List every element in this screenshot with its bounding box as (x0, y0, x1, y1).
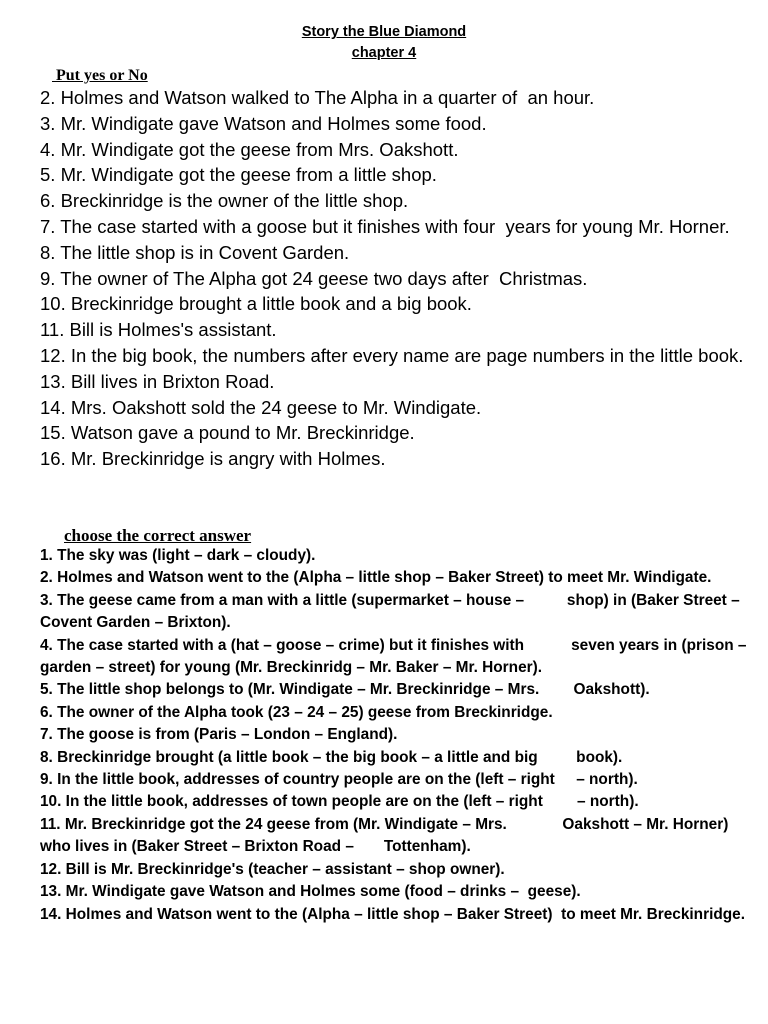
choose-answer-item: 4. The case started with a (hat – goose – crime) but it finishes with seven years in (prison – garden – street) for young (Mr. Breckinridg – Mr. Baker – Mr. Horner). (40, 636, 751, 677)
choose-answer-item: 8. Breckinridge brought (a little book – the big book – a little and big book). (40, 748, 623, 766)
choose-answer-item: 13. Mr. Windigate gave Watson and Holmes some (food – drinks – geese). (40, 883, 581, 901)
yes-no-item: 4. Mr. Windigate got the geese from Mrs. Oakshott. (40, 138, 459, 160)
yes-no-item: 5. Mr. Windigate got the geese from a little shop. (40, 164, 437, 186)
choose-answer-heading: choose the correct answer (64, 526, 252, 545)
choose-answer-item: 10. In the little book, addresses of town people are on the (left – right – north). (40, 793, 639, 811)
yes-no-item: 3. Mr. Windigate gave Watson and Holmes some food. (40, 112, 487, 134)
page-title: Story the Blue Diamond (301, 24, 467, 40)
yes-no-heading: Put yes or No (52, 67, 148, 84)
choose-answer-item: 3. The geese came from a man with a little (supermarket – house – shop) in (Baker Street – Covent Garden – Brixton). (40, 591, 744, 632)
choose-answer-item: 1. The sky was (light – dark – cloudy). (40, 547, 316, 564)
yes-no-item: 14. Mrs. Oakshott sold the 24 geese to Mr. Windigate. (40, 396, 482, 418)
choose-answer-item: 12. Bill is Mr. Breckinridge's (teacher – assistant – shop owner). (40, 860, 505, 878)
yes-no-item: 6. Breckinridge is the owner of the little shop. (40, 190, 409, 212)
yes-no-item: 12. In the big book, the numbers after every name are page numbers in the little book. (40, 344, 744, 366)
choose-answer-item: 5. The little shop belongs to (Mr. Windigate – Mr. Breckinridge – Mrs. Oakshott). (40, 681, 650, 699)
choose-answer-item: 11. Mr. Breckinridge got the 24 geese from (Mr. Windigate – Mrs. Oakshott – Mr. Horner) who lives in (Baker Street – Brixton Road – Tottenham). (40, 815, 733, 856)
yes-no-item: 13. Bill lives in Brixton Road. (40, 370, 275, 392)
yes-no-list (40, 85, 750, 472)
choose-answer-item: 7. The goose is from (Paris – London – England). (40, 726, 398, 744)
yes-no-item: 9. The owner of The Alpha got 24 geese two days after Christmas. (40, 267, 588, 289)
yes-no-item: 15. Watson gave a pound to Mr. Breckinridge. (40, 422, 415, 444)
choose-answer-item: 9. In the little book, addresses of country people are on the (left – right – north). (40, 771, 638, 789)
yes-no-item: 2. Holmes and Watson walked to The Alpha in a quarter of an hour. (40, 87, 595, 108)
choose-answer-item: 6. The owner of the Alpha took (23 – 24 – 25) geese from Breckinridge. (40, 703, 553, 721)
choose-answer-item: 2. Holmes and Watson went to the (Alpha – little shop – Baker Street) to meet Mr. Windigate. (40, 569, 712, 587)
choose-answer-list (40, 545, 762, 926)
yes-no-item: 16. Mr. Breckinridge is angry with Holmes. (40, 448, 386, 470)
yes-no-item: 7. The case started with a goose but it finishes with four years for young Mr. Horner. (40, 215, 730, 237)
yes-no-item: 8. The little shop is in Covent Garden. (40, 241, 350, 263)
yes-no-item: 11. Bill is Holmes's assistant. (40, 319, 277, 341)
choose-answer-item: 14. Holmes and Watson went to the (Alpha – little shop – Baker Street) to meet Mr. Breckinridge. (40, 905, 745, 923)
chapter-heading: chapter 4 (351, 45, 417, 61)
yes-no-item: 10. Breckinridge brought a little book and a big book. (40, 293, 472, 315)
